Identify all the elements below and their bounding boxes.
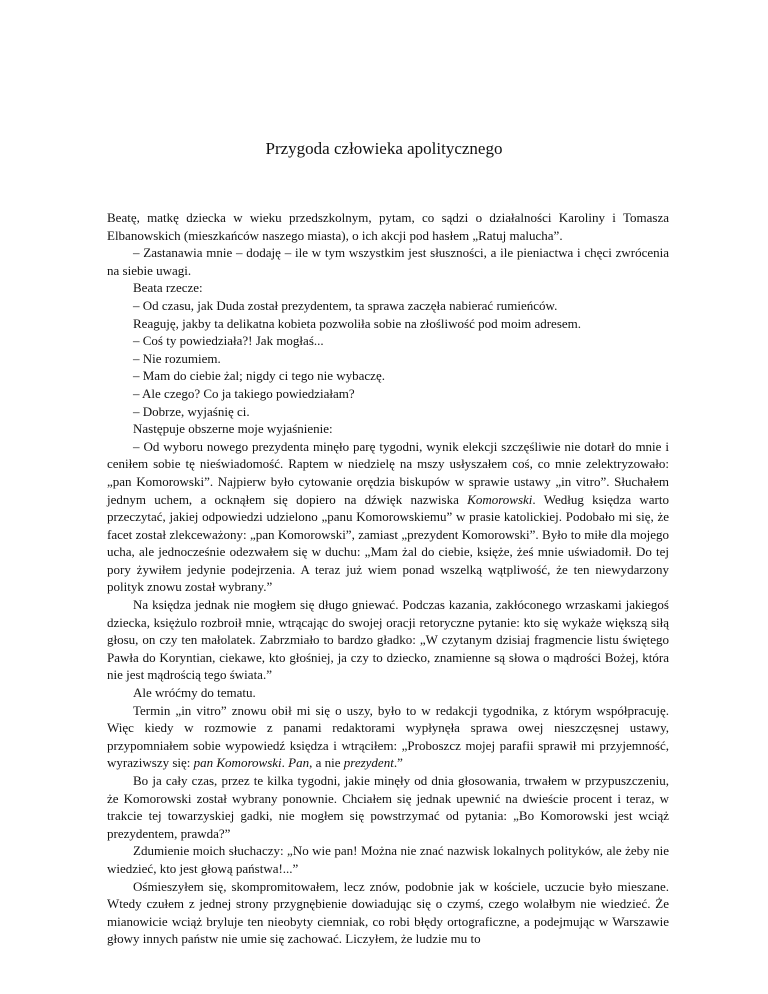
text-run: , a nie: [309, 755, 344, 771]
text-run: – Zastanawia mnie – dodaję – ile w tym wszystkim jest słuszności, a ile pieniactwa i chęci zwrócenia na siebie uwagi.: [107, 245, 669, 278]
text-run: Ośmieszyłem się, skompromitowałem, lecz znów, podobnie jak w kościele, uczucie było mieszane. Wtedy czułem z jednej strony przygnębienie dowiadując się o czymś, czego wolałbym nie wiedzieć. Że mianowicie wciąż bryluje ten nieobyty ciemniak, co robi błędy ortograficzne, a podejmując w Warszawie głowy innych państw nie umie się zachować. Liczyłem, że ludzie mu to: [107, 878, 669, 947]
text-run: – Od czasu, jak Duda został prezydentem, ta sprawa zaczęła nabierać rumieńców.: [133, 297, 558, 313]
paragraph: [107, 279, 669, 297]
paragraph: [107, 350, 669, 368]
paragraph: [107, 420, 669, 438]
paragraph: [107, 403, 669, 421]
document-body: [107, 209, 669, 948]
text-run: Beatę, matkę dziecka w wieku przedszkolnym, pytam, co sądzi o działalności Karoliny i Tomasza Elbanowskich (mieszkańców naszego miasta), o ich akcji pod hasłem „Ratuj malucha”.: [107, 210, 669, 243]
text-run: – Nie rozumiem.: [133, 350, 221, 366]
paragraph: [107, 367, 669, 385]
text-run: Reaguję, jakby ta delikatna kobieta pozwoliła sobie na złośliwość pod moim adresem.: [133, 315, 582, 331]
text-run: Na księdza jednak nie mogłem się długo gniewać. Podczas kazania, zakłóconego wrzaskami jakiegoś dziecka, księżulo rozbroił mnie, wtrącając do swojej oracji retoryczne pytanie: kto się wykaże większą siłą głosu, on czy ten małolatek. Zabrzmiało to bardzo gładko: „W czytanym dzisiaj fragmencie listu świętego Pawła do Koryntian, ciekawe, kto głośniej, ja czy to dziecko, znamienne są słowa o mądrości Bożej, która nie jest mądrością tego świata.”: [107, 597, 669, 683]
text-run: – Dobrze, wyjaśnię ci.: [133, 403, 250, 419]
paragraph: [107, 385, 669, 403]
paragraph: [107, 596, 669, 684]
text-run: Bo ja cały czas, przez te kilka tygodni, jakie minęły od dnia głosowania, trwałem w przypuszczeniu, że Komorowski został wybrany ponownie. Chciałem się jednak upewnić na dwieście procent i teraz, w trakcie tej towarzyskiej gadki, nie mogłem się powstrzymać od pytania: „Bo Komorowski jest wciąż prezydentem, prawda?”: [107, 773, 669, 841]
paragraph: [107, 772, 669, 842]
text-run: – Ale czego? Co ja takiego powiedziałam?: [133, 385, 355, 401]
text-run: Beata rzecze:: [133, 280, 203, 296]
paragraph: [107, 209, 669, 244]
paragraph: [107, 332, 669, 350]
italic-run: pan Komorowski: [193, 755, 282, 771]
paragraph: [107, 702, 669, 772]
paragraph: [107, 315, 669, 333]
text-run: .”: [393, 755, 403, 771]
paragraph: [107, 244, 669, 279]
italic-run: Pan: [288, 755, 310, 771]
text-run: . Według księdza warto przeczytać, jakiej odpowiedzi udzielono „panu Komorowskiemu” w prasie katolickiej. Podobało mi się, że facet został zlekceważony: „pan Komorowski”, zamiast „prezydent Komorowski”. Było to miłe dla mojego ucha, ale jednocześnie odezwałem się w duchu: „Mam żal do ciebie, księże, żeś mnie uświadomił. Do tej pory żywiłem jedynie podejrzenia. A teraz już wiem ponad wszelką wątpliwość, że ten niewydarzony polityk znowu został wybrany.”: [107, 491, 669, 595]
paragraph: [107, 878, 669, 948]
text-run: Ale wróćmy do tematu.: [133, 685, 256, 701]
text-run: – Coś ty powiedziała?! Jak mogłaś...: [133, 333, 324, 349]
text-run: Termin „in vitro” znowu obił mi się o uszy, było to w redakcji tygodnika, z którym współpracuję. Więc kiedy w rozmowie z panami redaktorami wypłynęła sprawa owej nieszczęsnej ustawy, przypomniałem sobie wypowiedź księdza i wtrąciłem: „Proboszcz mojej parafii sprawił mi przyjemność, wyraziwszy się:: [107, 702, 669, 771]
text-run: – Od wyboru nowego prezydenta minęło parę tygodni, wynik elekcji szczęśliwie nie dotarł do mnie i ceniłem sobie tę nieświadomość. Raptem w niedzielę na mszy usłyszałem coś, co mnie zelektryzowało: „pan Komorowski”. Najpierw było cytowanie orędzia biskupów w sprawie ustawy „in vitro”. Słuchałem jednym uchem, a ocknąłem się dopiero na dźwięk nazwiska: [107, 438, 669, 507]
italic-run: prezydent: [343, 755, 394, 771]
paragraph: [107, 842, 669, 877]
paragraph: [107, 297, 669, 315]
text-run: Zdumienie moich słuchaczy: „No wie pan! Można nie znać nazwisk lokalnych polityków, ale żeby nie wiedzieć, kto jest głową państwa!...”: [107, 843, 669, 876]
paragraph: [107, 684, 669, 702]
text-run: .: [281, 755, 289, 771]
italic-run: Komorowski: [467, 491, 533, 507]
text-run: Następuje obszerne moje wyjaśnienie:: [133, 421, 333, 437]
paragraph: [107, 438, 669, 596]
text-run: – Mam do ciebie żal; nigdy ci tego nie wybaczę.: [133, 368, 385, 384]
document-title: Przygoda człowieka apolitycznego: [265, 139, 503, 158]
